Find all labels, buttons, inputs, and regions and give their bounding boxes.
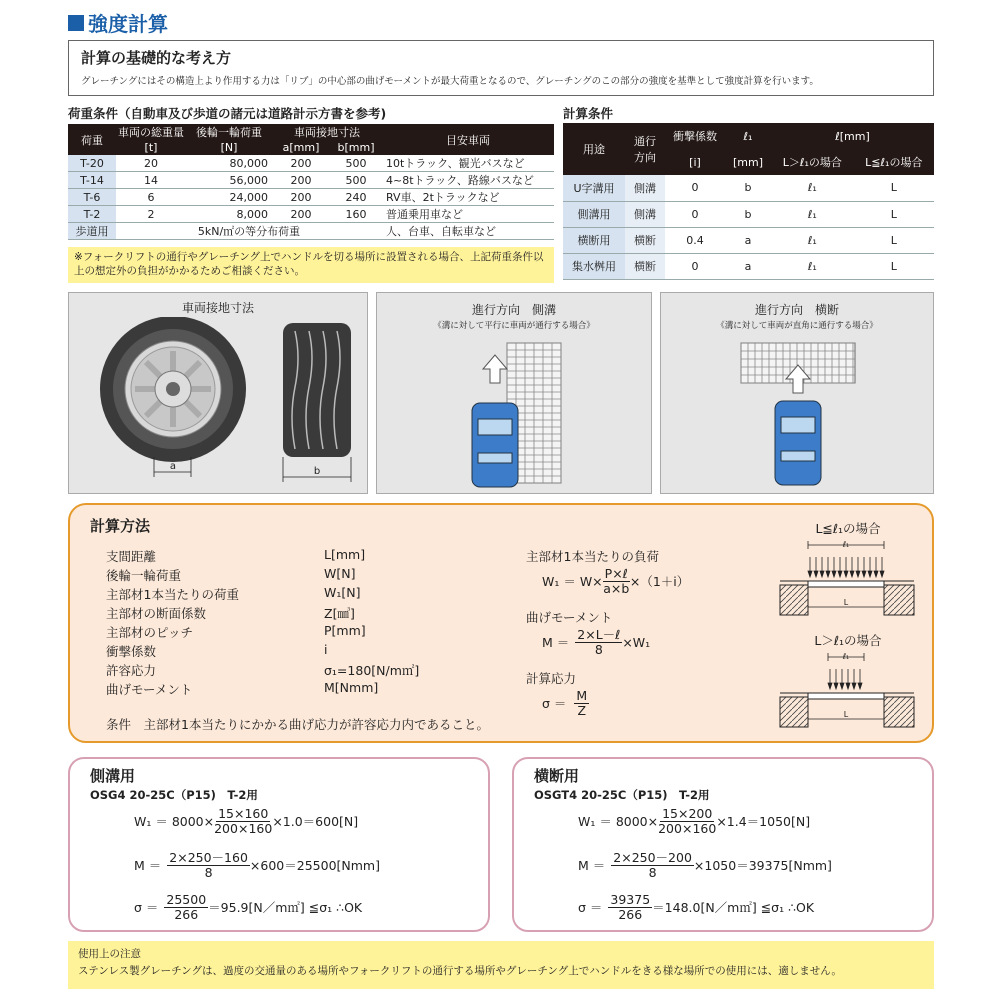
table-row (563, 227, 934, 253)
side-panel (376, 292, 652, 494)
th-dir (625, 123, 665, 175)
cell-a: 200 (272, 155, 330, 172)
cond-heading: 計算条件 (563, 106, 614, 121)
th-l-b: L≦ℓ₁の場合 (854, 149, 934, 175)
cell-i: 0.4 (665, 227, 725, 253)
tire-title: 車両接地寸法 (181, 301, 254, 315)
wheel-side-icon (100, 317, 246, 462)
dim-a-label: a (169, 461, 177, 472)
arrow-up-icon (483, 355, 507, 383)
variable-name: 主部材のピッチ (106, 625, 194, 640)
cell-vehicle: 人、台車、自転車など (382, 223, 554, 240)
d2-title: L＞ℓ₁の場合 (814, 633, 882, 648)
f3-num: M (576, 688, 588, 703)
cell-vehicle: 普通乗用車など (382, 206, 554, 223)
car-icon (775, 401, 821, 485)
ex-cross-w-frac (658, 807, 716, 836)
example-side-box (68, 757, 490, 932)
cell-i: 0 (665, 253, 725, 279)
tire-panel (68, 292, 368, 494)
table-row (68, 189, 554, 206)
ex-side-w-rhs: ×1.0＝600[N] (272, 814, 359, 830)
th-b: b[mm] (330, 140, 382, 155)
cell-b: 500 (330, 172, 382, 189)
cell-walk-spec: 5kN/㎡の等分布荷重 (116, 223, 382, 240)
cell-total: 14 (116, 172, 186, 189)
concept-box (68, 40, 934, 96)
ex-cross-w-lhs: W₁ ＝ 8000× (578, 814, 659, 830)
side-diagram (377, 333, 653, 493)
d2-L-label: L (843, 710, 849, 719)
ex-cross-m-rhs: ×1050＝39375[Nmm] (693, 858, 832, 874)
ex-side-m-rhs: ×600＝25500[Nmm] (249, 858, 380, 874)
th-total: 車両の総重量 (118, 126, 184, 139)
ex-cross-m-num: 2×250－200 (613, 850, 692, 865)
example-cross-box (512, 757, 934, 932)
cell-i: 0 (665, 175, 725, 201)
variable-row (106, 566, 446, 585)
ex-cross-w-num: 15×200 (662, 806, 713, 821)
f2-den: 8 (594, 641, 603, 657)
ex-side-s-rhs: ＝95.9[N／m㎡] ≦σ₁ ∴OK (208, 900, 363, 916)
ex-side-m-den: 8 (204, 864, 213, 880)
variable-symbol: Z[㎣] (324, 606, 355, 621)
cell-load: 歩道用 (68, 223, 116, 240)
f3-fraction (574, 689, 589, 718)
f1-num: P×ℓ (604, 566, 628, 581)
th-rear-unit: [N] (186, 140, 272, 155)
cell-la: ℓ₁ (771, 227, 854, 253)
caution-heading: 使用上の注意 (78, 948, 141, 960)
cell-use: 側溝用 (563, 201, 625, 227)
side-title: 進行方向 側溝 (471, 303, 556, 317)
car-icon (472, 403, 518, 487)
f1-fraction (603, 567, 630, 596)
cell-lb: L (854, 175, 934, 201)
cell-la: ℓ₁ (771, 175, 854, 201)
table-row (68, 223, 554, 240)
cross-diagram (661, 333, 935, 493)
variable-symbol: P[mm] (324, 623, 366, 638)
variable-name: 許容応力 (106, 663, 157, 678)
th-impact-unit: [i] (665, 149, 725, 175)
th-use: 用途 (563, 123, 625, 175)
cell-a: 200 (272, 206, 330, 223)
ex-cross-w-rhs: ×1.4＝1050[N] (716, 814, 811, 830)
variable-symbol: W₁[N] (324, 585, 361, 600)
ex-cross-m (578, 851, 832, 880)
wheel-front-icon (283, 323, 351, 457)
variable-name: 後輪一輪荷重 (106, 568, 182, 583)
variable-name: 主部材の断面係数 (106, 606, 207, 621)
formula-sigma (542, 689, 589, 718)
ex-side-m (134, 851, 380, 880)
cross-subtitle: 《溝に対して車両が直角に通行する場合》 (716, 321, 878, 331)
f3-den: Z (577, 702, 587, 718)
variable-symbol: M[Nmm] (324, 680, 379, 695)
beam-diagram-2 (774, 649, 924, 735)
cell-lb: L (854, 201, 934, 227)
variable-list (106, 547, 446, 699)
f3-label: 計算応力 (526, 671, 577, 686)
cell-use: 集水桝用 (563, 253, 625, 279)
cell-dir: 横断 (625, 253, 665, 279)
th-l1-unit: [mm] (725, 149, 771, 175)
variable-symbol: i (324, 642, 328, 657)
d1-L-label: L (843, 598, 849, 607)
cell-vehicle: 4~8tトラック、路線バスなど (382, 172, 554, 189)
variable-row (106, 680, 446, 699)
variable-name: 支間距離 (106, 549, 157, 564)
method-box (68, 503, 934, 743)
th-l1: ℓ₁ (725, 123, 771, 149)
ex-side-s-lhs: σ ＝ (134, 900, 159, 916)
ex-cross-s-lhs: σ ＝ (578, 900, 603, 916)
method-heading: 計算方法 (90, 517, 151, 535)
th-load: 荷重 (68, 124, 116, 155)
variable-symbol: W[N] (324, 566, 356, 581)
concept-heading: 計算の基礎的な考え方 (81, 49, 232, 67)
method-condition: 条件 主部材1本当たりにかかる曲げ応力が許容応力内であること。 (106, 717, 489, 732)
variable-row (106, 642, 446, 661)
ex-cross-w-den: 200×160 (658, 820, 717, 836)
ex-cross-w1 (578, 807, 810, 836)
ex-side-s-den: 266 (174, 906, 199, 922)
cell-total: 6 (116, 189, 186, 206)
variable-name: 衝撃係数 (106, 644, 157, 659)
table-row (563, 175, 934, 201)
cell-rear: 80,000 (186, 155, 272, 172)
f1-den: a×b (603, 580, 630, 596)
th-l-a: L＞ℓ₁の場合 (771, 149, 854, 175)
ex-cross-s-den: 266 (618, 906, 643, 922)
formula-m (542, 628, 650, 657)
cell-rear: 8,000 (186, 206, 272, 223)
ex-side-w-num: 15×160 (218, 806, 269, 821)
variable-row (106, 661, 446, 680)
load-heading: 荷重条件（自動車及び歩道の諸元は道路計示方書を参考) (68, 106, 387, 121)
f1-rhs: ×（1＋i） (629, 574, 690, 590)
variable-symbol: σ₁=180[N/m㎡] (324, 663, 420, 678)
cell-vehicle: RV車、2tトラックなど (382, 189, 554, 206)
variable-row (106, 623, 446, 642)
th-dir-1: 通行 (634, 135, 656, 148)
ex-side-w-lhs: W₁ ＝ 8000× (134, 814, 215, 830)
formula-w1 (542, 567, 689, 596)
variable-row (106, 604, 446, 623)
f2-lhs: M ＝ (542, 635, 570, 651)
side-subtitle: 《溝に対して平行に車両が通行する場合》 (433, 321, 595, 331)
cell-dir: 側溝 (625, 175, 665, 201)
ex-side-sub: OSG4 20-25C（P15) T-2用 (90, 788, 258, 802)
f2-rhs: ×W₁ (622, 634, 651, 650)
cell-vehicle: 10tトラック、観光バスなど (382, 155, 554, 172)
table-row (563, 201, 934, 227)
cell-dir: 横断 (625, 227, 665, 253)
caution-box (68, 941, 934, 989)
f2-fraction (575, 628, 622, 657)
cell-lb: L (854, 227, 934, 253)
cell-total: 20 (116, 155, 186, 172)
ex-side-s-num: 25500 (166, 892, 207, 907)
th-a: a[mm] (272, 140, 330, 155)
cell-b: 240 (330, 189, 382, 206)
cell-use: U字溝用 (563, 175, 625, 201)
th-total-unit: [t] (116, 140, 186, 155)
ex-cross-m-lhs: M ＝ (578, 858, 606, 874)
ex-side-m-num: 2×250－160 (169, 850, 248, 865)
cell-dir: 側溝 (625, 201, 665, 227)
cond-table (563, 123, 934, 280)
cell-la: ℓ₁ (771, 201, 854, 227)
cell-b: 500 (330, 155, 382, 172)
cell-load: T-2 (68, 206, 116, 223)
ex-side-w-den: 200×160 (214, 820, 273, 836)
th-dir-2: 方向 (634, 151, 656, 164)
ex-side-m-lhs: M ＝ (134, 858, 162, 874)
variable-symbol: L[mm] (324, 547, 366, 562)
table-row (68, 206, 554, 223)
table-row (68, 155, 554, 172)
cell-rear: 56,000 (186, 172, 272, 189)
th-contact: 車両接地寸法 (272, 124, 382, 140)
variable-name: 主部材1本当たりの荷重 (106, 587, 239, 602)
cell-load: T-14 (68, 172, 116, 189)
cell-a: 200 (272, 189, 330, 206)
cell-use: 横断用 (563, 227, 625, 253)
page-title-text: 強度計算 (88, 12, 168, 36)
d2-l1-label: ℓ₁ (842, 652, 850, 661)
variable-row (106, 547, 446, 566)
ex-cross-s-frac (608, 893, 652, 922)
th-l: ℓ[mm] (771, 123, 934, 149)
ex-side-sigma (134, 893, 362, 922)
ex-cross-sigma (578, 893, 814, 922)
cell-l1: b (725, 175, 771, 201)
ex-cross-m-frac (611, 851, 694, 880)
cell-l1: b (725, 201, 771, 227)
f2-num: 2×L－ℓ (577, 627, 621, 642)
ex-cross-s-num: 39375 (610, 892, 651, 907)
load-table (68, 124, 554, 240)
load-note: ※フォークリフトの通行やグレーチング上でハンドルを切る場所に設置される場合、上記荷重条件以上の想定外の負担がかかるためご相談ください。 (68, 247, 554, 283)
th-impact: 衝撃係数 (665, 123, 725, 149)
title-square-icon (68, 15, 84, 31)
f1-label: 主部材1本当たりの負荷 (526, 549, 659, 564)
ex-side-heading: 側溝用 (90, 767, 136, 785)
cell-total: 2 (116, 206, 186, 223)
cell-a: 200 (272, 172, 330, 189)
table-row (68, 172, 554, 189)
cell-load: T-6 (68, 189, 116, 206)
caution-text: ステンレス製グレーチングは、過度の交通量のある場所やフォークリフトの通行する場所やグレーチング上でハンドルをきる様な場所での使用には、適しません。 (78, 964, 842, 977)
ex-side-s-frac (164, 893, 208, 922)
cell-la: ℓ₁ (771, 253, 854, 279)
cell-b: 160 (330, 206, 382, 223)
cross-title: 進行方向 横断 (754, 303, 839, 317)
th-rear: 後輪一輪荷重 (186, 124, 272, 140)
dim-b-label: b (313, 466, 321, 477)
concept-text: グレーチングにはその構造上より作用する力は「リブ」の中心部の曲げモーメントが最大荷重となるので、グレーチングのこの部分の強度を基準として強度計算を行います。 (81, 76, 819, 87)
ex-side-m-frac (167, 851, 250, 880)
cross-panel (660, 292, 934, 494)
ex-cross-sub: OSGT4 20-25C（P15) T-2用 (534, 788, 710, 802)
cell-i: 0 (665, 201, 725, 227)
ex-cross-heading: 横断用 (534, 767, 580, 785)
d1-l1-label: ℓ₁ (842, 540, 850, 549)
cell-load: T-20 (68, 155, 116, 172)
table-row (563, 253, 934, 279)
variable-row (106, 585, 446, 604)
f1-lhs: W₁ ＝ W× (542, 574, 603, 590)
th-vehicle: 目安車両 (382, 124, 554, 155)
page-title (68, 8, 168, 37)
ex-side-w-frac (214, 807, 272, 836)
d1-title: L≦ℓ₁の場合 (815, 521, 881, 536)
f3-lhs: σ ＝ (542, 696, 567, 712)
ex-cross-s-rhs: ＝148.0[N／m㎡] ≦σ₁ ∴OK (652, 900, 815, 916)
cell-rear: 24,000 (186, 189, 272, 206)
f2-label: 曲げモーメント (526, 610, 613, 625)
ex-side-w1 (134, 807, 358, 836)
cell-l1: a (725, 253, 771, 279)
ex-cross-m-den: 8 (648, 864, 657, 880)
tire-diagram (69, 317, 369, 493)
cell-l1: a (725, 227, 771, 253)
variable-name: 曲げモーメント (106, 682, 193, 697)
beam-diagram-1 (774, 537, 924, 623)
cell-lb: L (854, 253, 934, 279)
